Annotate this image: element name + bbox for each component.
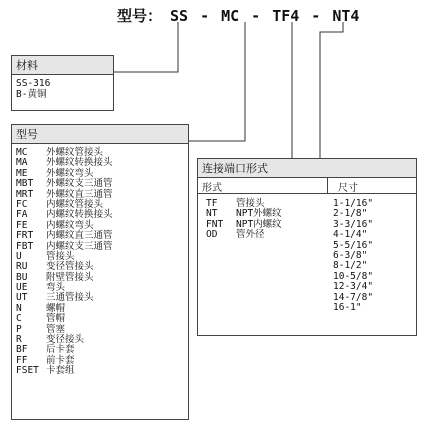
column-divider (327, 178, 328, 193)
connection-size-item: 5-5/16" (333, 239, 374, 251)
connection-form-desc: 管外径 (236, 229, 265, 241)
model-desc: 外螺纹弯头 (46, 167, 94, 179)
model-desc: 外螺纹直三通管 (46, 188, 113, 200)
connection-size-item: 8-1/2" (333, 260, 368, 272)
connection-form-desc: NPT内螺纹 (236, 218, 282, 230)
model-desc: 前卡套 (46, 354, 75, 366)
model-row (16, 252, 184, 262)
model-code: BF (16, 344, 28, 356)
title-part-material: SS (170, 7, 189, 25)
model-desc: 外螺纹支三通管 (46, 178, 113, 190)
title-part-connection-2: NT4 (332, 7, 360, 25)
model-desc: 管帽 (46, 313, 66, 325)
model-row (16, 273, 184, 283)
model-code: FSET (16, 365, 39, 377)
model-desc: 后卡套 (46, 344, 75, 356)
model-desc: 变径管接头 (46, 261, 94, 273)
material-header: 材料 (12, 56, 113, 75)
model-desc: 内螺纹直三通管 (46, 230, 113, 242)
model-list (12, 144, 188, 381)
model-code: ME (16, 167, 28, 179)
connection-size-item: 1-1/16" (333, 198, 374, 209)
model-row (16, 335, 184, 345)
model-code: FF (16, 354, 28, 366)
model-desc: 外螺纹管接头 (46, 147, 104, 158)
connection-size-item: 14-7/8" (333, 291, 374, 303)
material-item: B-黄铜 (16, 88, 47, 100)
model-code: U (16, 250, 22, 262)
model-code: P (16, 323, 22, 335)
model-desc: 管接头 (46, 250, 75, 262)
connection-form-desc: NPT外螺纹 (236, 208, 282, 220)
model-desc: 卡套组 (46, 365, 75, 377)
connection-form-code: FNT (206, 218, 224, 230)
model-header: 型号 (12, 125, 188, 144)
connection-size-item: 6-3/8" (333, 249, 368, 261)
connection-form-code: OD (206, 229, 218, 241)
model-code: MRT (16, 188, 34, 200)
model-row (16, 242, 184, 252)
model-code: RU (16, 261, 28, 273)
material-box (11, 55, 114, 111)
model-desc: 附壁管接头 (46, 271, 94, 283)
model-code: FC (16, 198, 28, 210)
title-sep-3: - (311, 7, 321, 25)
model-code: N (16, 302, 22, 314)
model-row (16, 262, 184, 272)
connector-connection-2 (320, 22, 343, 158)
connection-box (197, 158, 417, 336)
model-code: FE (16, 219, 28, 231)
connection-size-item: 10-5/8" (333, 270, 374, 282)
model-desc: 管塞 (46, 323, 66, 335)
connector-model (188, 22, 245, 141)
model-code: C (16, 313, 22, 325)
column-form-header: 形式 (202, 183, 222, 194)
model-row (16, 325, 184, 335)
model-code: UE (16, 282, 28, 294)
connection-header: 连接端口形式 (198, 159, 416, 178)
connection-form-desc: 管接头 (236, 198, 265, 209)
connection-size-item: 12-3/4" (333, 281, 374, 293)
title-sep-2: - (251, 7, 261, 25)
model-row (16, 314, 184, 324)
model-box (11, 124, 189, 420)
column-size-header: 尺寸 (338, 183, 358, 194)
title-label: 型号： (117, 7, 163, 25)
connection-form-code: TF (206, 198, 218, 209)
model-code: MBT (16, 178, 34, 190)
model-desc: 弯头 (46, 282, 66, 294)
connector-material (113, 22, 178, 72)
model-desc: 螺帽 (46, 302, 66, 314)
connection-size-item: 3-3/16" (333, 218, 374, 230)
model-code: UT (16, 292, 28, 304)
model-row (16, 356, 184, 366)
model-desc: 内螺纹弯头 (46, 219, 94, 231)
connection-form-list (206, 199, 282, 241)
connection-column-headers (198, 178, 416, 194)
material-item: SS-316 (16, 78, 51, 89)
model-row (16, 158, 184, 168)
model-row (16, 366, 184, 376)
model-desc: 外螺纹转换接头 (46, 157, 113, 169)
model-row (16, 210, 184, 220)
model-desc: 内螺纹管接头 (46, 198, 104, 210)
model-row (16, 293, 184, 303)
model-desc: 变径接头 (46, 334, 85, 346)
model-code: FBT (16, 240, 34, 252)
title-sep-1: - (200, 7, 210, 25)
title-part-model: MC (221, 7, 240, 25)
connection-size-list (333, 199, 373, 313)
model-code: MA (16, 157, 28, 169)
connection-form-row (206, 230, 282, 240)
model-code: BU (16, 271, 28, 283)
model-desc: 三通管接头 (46, 292, 94, 304)
model-desc: 内螺纹转换接头 (46, 209, 113, 221)
model-code: MC (16, 147, 28, 158)
model-row (16, 283, 184, 293)
connection-form-code: NT (206, 208, 218, 220)
connection-size-item: 2-1/8" (333, 208, 368, 220)
connection-size-item: 4-1/4" (333, 229, 368, 241)
model-row (16, 345, 184, 355)
connection-size-item: 16-1" (333, 301, 362, 313)
title-part-connection-1: TF4 (272, 7, 300, 25)
model-code: R (16, 334, 22, 346)
model-code: FA (16, 209, 28, 221)
model-row (16, 304, 184, 314)
model-desc: 内螺纹支三通管 (46, 240, 113, 252)
model-code: FRT (16, 230, 34, 242)
